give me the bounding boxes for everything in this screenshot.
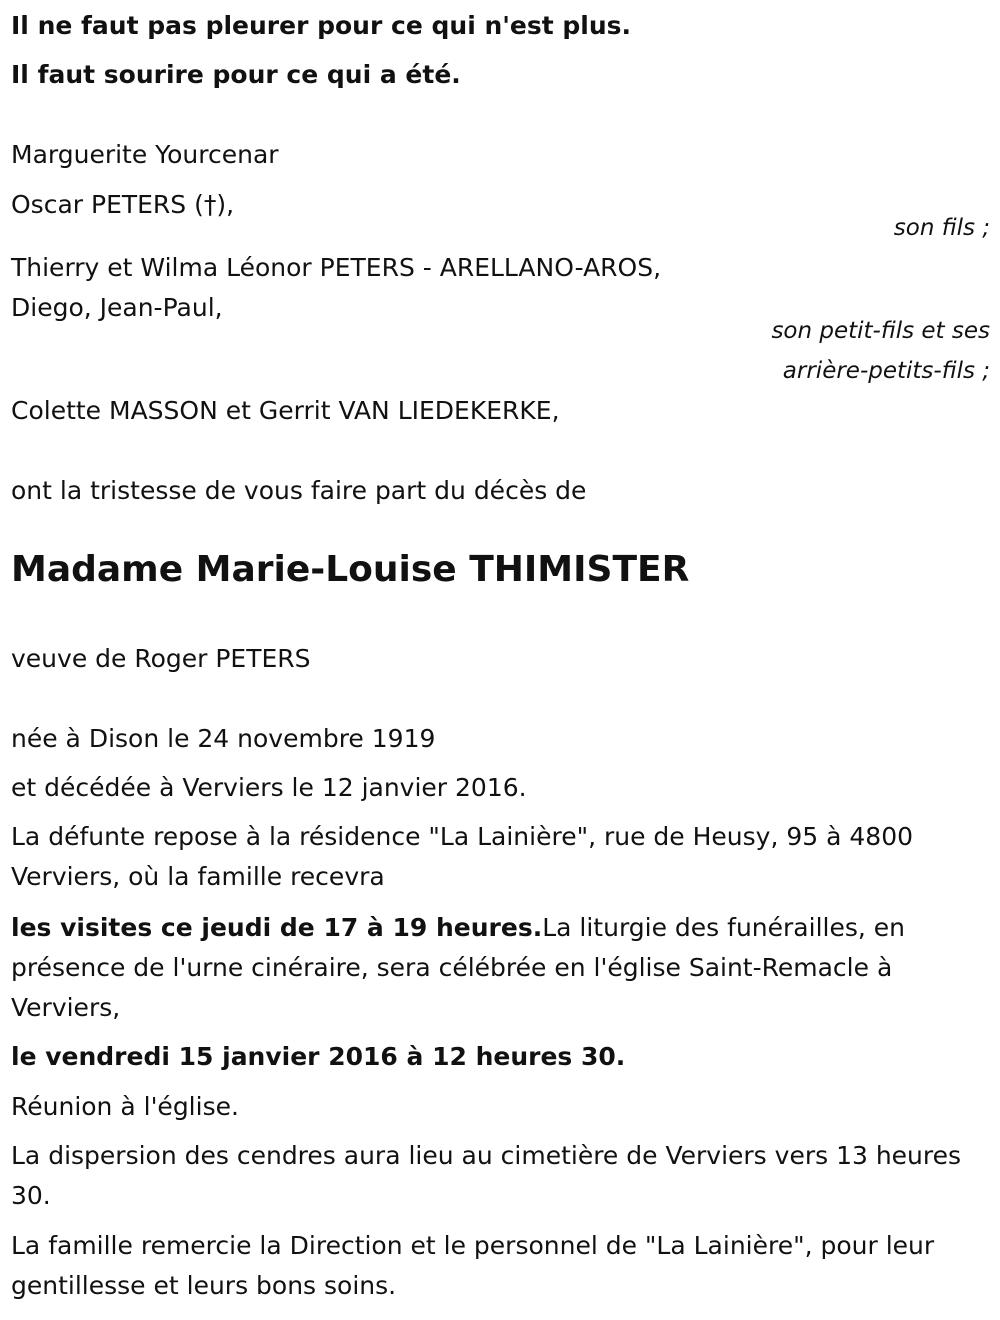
grandchildren-role-line-2: arrière-petits-fils ;	[782, 358, 990, 384]
dispersion-info: La dispersion des cendres aura lieu au cimetière de Verviers vers 13 heures 30.	[11, 1141, 962, 1210]
visits-bold: les visites ce jeudi de 17 à 19 heures.	[11, 913, 543, 942]
grandchildren-role-line-1: son petit-fils et ses	[771, 318, 990, 344]
other-family: Colette MASSON et Gerrit VAN LIEDEKERKE,	[11, 396, 560, 425]
deceased-name: Madame Marie-Louise THIMISTER	[11, 549, 690, 590]
meeting-info: Réunion à l'église.	[11, 1092, 239, 1121]
widow-of: veuve de Roger PETERS	[11, 644, 311, 673]
son-role: son fils ;	[893, 215, 990, 241]
grandchildren-line-2: Diego, Jean-Paul,	[11, 293, 223, 322]
grandchildren-line-1: Thierry et Wilma Léonor PETERS - ARELLANO-AROS,	[11, 253, 662, 282]
son-name: Oscar PETERS (†),	[11, 190, 235, 219]
funeral-date: le vendredi 15 janvier 2016 à 12 heures 30.	[11, 1042, 626, 1071]
birth-info: née à Dison le 24 novembre 1919	[11, 724, 436, 753]
quote-line-1: Il ne faut pas pleurer pour ce qui n'est plus.	[11, 11, 632, 40]
liturgy-text: La liturgie des funérailles, en présence de l'urne cinéraire, sera célébrée en l'église Saint-Remacle à Verviers,	[11, 913, 905, 1022]
thanks-text: La famille remercie la Direction et le personnel de "La Lainière", pour leur gentillesse et leurs bons soins.	[11, 1231, 935, 1300]
rest-location: La défunte repose à la résidence "La Lainière", rue de Heusy, 95 à 4800 Verviers, où la famille recevra	[11, 822, 914, 891]
quote-author: Marguerite Yourcenar	[11, 140, 279, 169]
visits-and-liturgy	[11, 908, 971, 1028]
quote-line-2: Il faut sourire pour ce qui a été.	[11, 60, 461, 89]
announcement: ont la tristesse de vous faire part du décès de	[11, 476, 587, 505]
death-info: et décédée à Verviers le 12 janvier 2016.	[11, 773, 527, 802]
